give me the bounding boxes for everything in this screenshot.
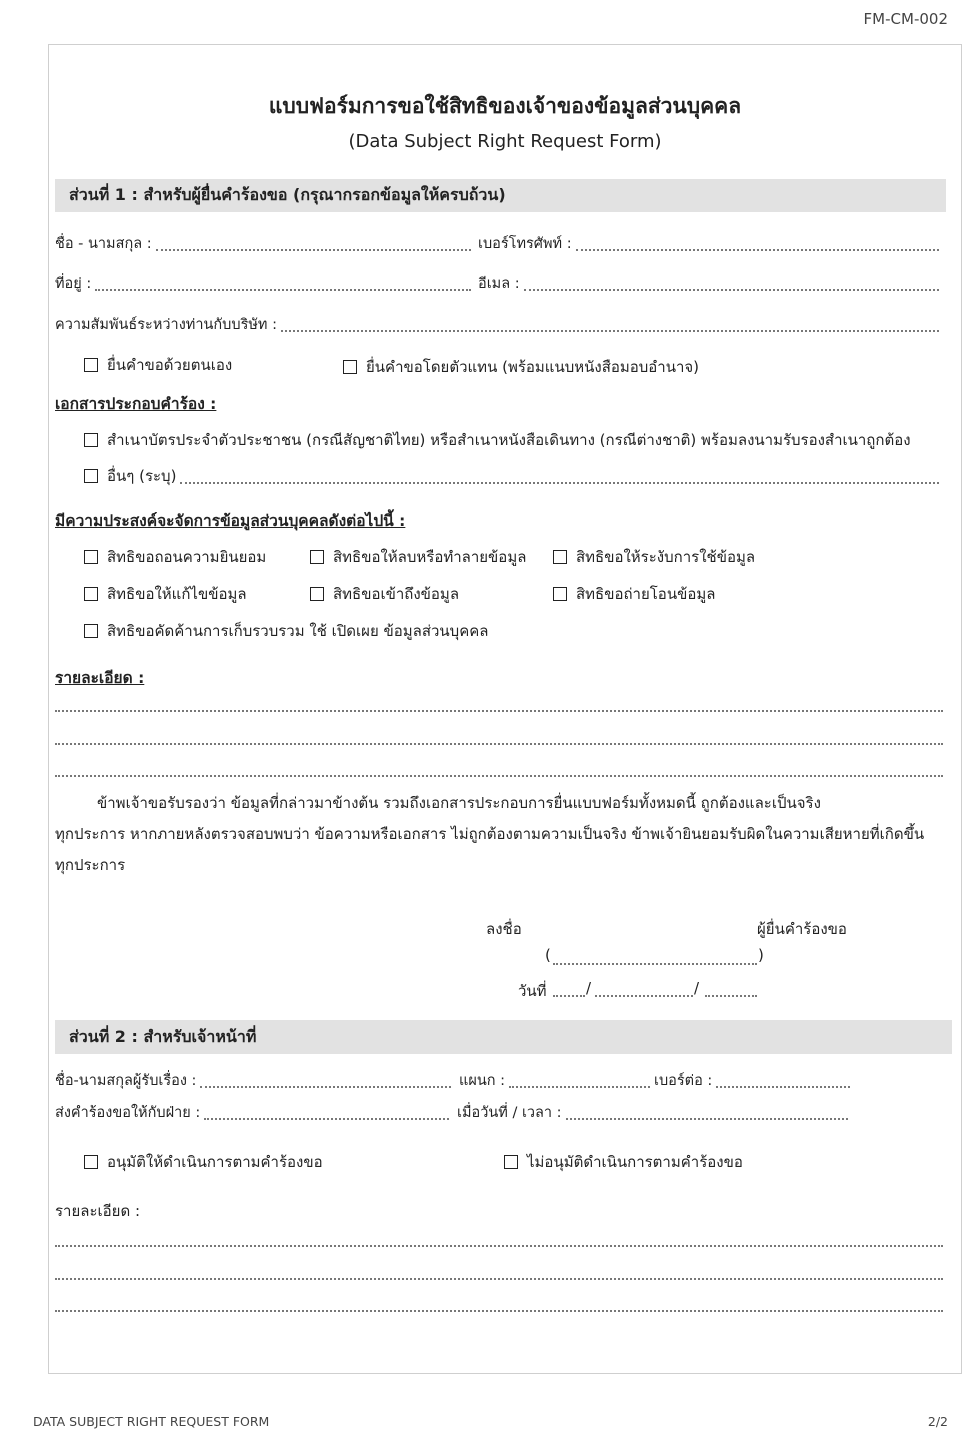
reject-checkbox[interactable] [504, 1150, 743, 1174]
address-field[interactable] [95, 289, 471, 291]
checkbox-icon [553, 587, 567, 601]
receiver-field[interactable] [200, 1086, 451, 1088]
forward-field[interactable] [204, 1118, 449, 1120]
ext-row [654, 1069, 854, 1092]
checkbox-icon [84, 469, 98, 483]
checkbox-icon [310, 550, 324, 564]
right-label: สิทธิขอเข้าถึงข้อมูล [333, 585, 460, 603]
address-label: ที่อยู่ : [55, 276, 92, 292]
datetime-field[interactable] [566, 1118, 848, 1120]
right-access-checkbox[interactable] [310, 582, 459, 606]
sign-label: ลงชื่อ [486, 920, 522, 938]
dept-label: แผนก : [459, 1073, 506, 1089]
declaration [55, 788, 948, 881]
checkbox-icon [504, 1155, 518, 1169]
footer-title: DATA SUBJECT RIGHT REQUEST FORM [33, 1414, 270, 1429]
phone-label: เบอร์โทรศัพท์ : [478, 236, 572, 252]
section1-header: ส่วนที่ 1 : สำหรับผู้ยื่นคำร้องขอ (กรุณากรอกข้อมูลให้ครบถ้วน) [55, 179, 946, 212]
purpose-heading: มีความประสงค์จะจัดการข้อมูลส่วนบุคคลดังต่อไปนี้ : [55, 512, 406, 530]
checkbox-icon [84, 587, 98, 601]
phone-field[interactable] [576, 249, 939, 251]
staff-details-label: รายละเอียด : [55, 1202, 141, 1220]
datetime-label: เมื่อวันที่ / เวลา : [457, 1105, 562, 1121]
relationship-label: ความสัมพันธ์ระหว่างท่านกับบริษัท : [55, 317, 277, 333]
page-number: 2/2 [927, 1414, 948, 1429]
form-title: แบบฟอร์มการขอใช้สิทธิของเจ้าของข้อมูลส่วนบุคคล [268, 94, 742, 118]
agent-request-label: ยื่นคำขอโดยตัวแทน (พร้อมแนบหนังสือมอบอำนาจ) [366, 358, 700, 376]
document-code: FM-CM-002 [863, 10, 948, 28]
right-portability-checkbox[interactable] [553, 582, 715, 606]
paren-open: ( [545, 946, 551, 964]
right-label: สิทธิขอให้แก้ไขข้อมูล [107, 585, 247, 603]
phone-row [478, 232, 943, 255]
date-label: วันที่ [518, 982, 547, 1000]
relationship-field[interactable] [281, 330, 939, 332]
right-object-checkbox[interactable] [84, 619, 488, 643]
agent-request-checkbox[interactable] [343, 355, 699, 379]
doc-id-label: สำเนาบัตรประจำตัวประชาชน (กรณีสัญชาติไทย) หรือสำเนาหนังสือเดินทาง (กรณีต่างชาติ) พร้อมลงนามรับรองสำเนาถูกต้อง [107, 431, 911, 449]
doc-id-checkbox[interactable] [84, 428, 911, 452]
checkbox-icon [553, 550, 567, 564]
checkbox-icon [84, 624, 98, 638]
dept-field[interactable] [509, 1086, 650, 1088]
name-label: ชื่อ - นามสกุล : [55, 236, 152, 252]
right-erasure-checkbox[interactable] [310, 545, 526, 569]
right-label: สิทธิขอถอนความยินยอม [107, 548, 267, 566]
self-request-label: ยื่นคำขอด้วยตนเอง [107, 356, 233, 374]
paren-close: ) [758, 946, 764, 964]
right-label: สิทธิขอให้ลบหรือทำลายข้อมูล [333, 548, 527, 566]
dept-row [459, 1069, 654, 1092]
requester-label: ผู้ยื่นคำร้องขอ [757, 920, 847, 938]
date-slash-1: / [586, 979, 592, 997]
right-label: สิทธิขอถ่ายโอนข้อมูล [576, 585, 716, 603]
details-heading: รายละเอียด : [55, 669, 145, 687]
right-rectify-checkbox[interactable] [84, 582, 247, 606]
date-slash-2: / [694, 979, 700, 997]
self-request-checkbox[interactable] [84, 353, 232, 377]
doc-other-field[interactable] [180, 482, 939, 484]
email-field[interactable] [524, 289, 939, 291]
reject-label: ไม่อนุมัติดำเนินการตามคำร้องขอ [527, 1153, 743, 1171]
forward-row [55, 1101, 453, 1124]
email-row [478, 272, 943, 295]
relationship-row [55, 313, 943, 336]
email-label: อีเมล : [478, 276, 520, 292]
forward-label: ส่งคำร้องขอให้กับฝ่าย : [55, 1105, 201, 1121]
checkbox-icon [310, 587, 324, 601]
datetime-row [457, 1101, 852, 1124]
approve-label: อนุมัติให้ดำเนินการตามคำร้องขอ [107, 1153, 323, 1171]
ext-label: เบอร์ต่อ : [654, 1073, 713, 1089]
date-day-field[interactable] [553, 995, 585, 997]
checkbox-icon [84, 433, 98, 447]
details-line-2[interactable] [55, 743, 943, 745]
declaration-line-1: ข้าพเจ้าขอรับรองว่า ข้อมูลที่กล่าวมาข้างต้น รวมถึงเอกสารประกอบการยื่นแบบฟอร์มทั้งหมดนี้ ถูกต้องและเป็นจริง [97, 794, 821, 812]
doc-other-label: อื่นๆ (ระบุ) [107, 467, 177, 485]
checkbox-icon [84, 358, 98, 372]
details-line-1[interactable] [55, 710, 943, 712]
documents-heading: เอกสารประกอบคำร้อง : [55, 395, 217, 413]
staff-details-line-1[interactable] [55, 1245, 943, 1247]
receiver-label: ชื่อ-นามสกุลผู้รับเรื่อง : [55, 1073, 197, 1089]
checkbox-icon [84, 1155, 98, 1169]
staff-details-line-3[interactable] [55, 1310, 943, 1312]
staff-details-line-2[interactable] [55, 1278, 943, 1280]
doc-other-checkbox[interactable] [84, 464, 176, 488]
details-line-3[interactable] [55, 775, 943, 777]
name-field[interactable] [156, 249, 471, 251]
form-subtitle: (Data Subject Right Request Form) [348, 131, 662, 152]
right-label: สิทธิขอให้ระงับการใช้ข้อมูล [576, 548, 756, 566]
right-withdraw-consent-checkbox[interactable] [84, 545, 266, 569]
receiver-row [55, 1069, 455, 1092]
address-row [55, 272, 475, 295]
right-restrict-checkbox[interactable] [553, 545, 755, 569]
date-month-field[interactable] [595, 995, 693, 997]
section2-header: ส่วนที่ 2 : สำหรับเจ้าหน้าที่ [55, 1020, 952, 1054]
name-row [55, 232, 475, 255]
declaration-line-2: ทุกประการ หากภายหลังตรวจสอบพบว่า ข้อความหรือเอกสาร ไม่ถูกต้องตามความเป็นจริง ข้าพเจ้ายินยอมรับผิดในความเสียหายที่เกิดขึ้น [55, 825, 925, 843]
approve-checkbox[interactable] [84, 1150, 323, 1174]
right-label: สิทธิขอคัดค้านการเก็บรวบรวม ใช้ เปิดเผย ข้อมูลส่วนบุคคล [107, 622, 489, 640]
ext-field[interactable] [716, 1086, 850, 1088]
doc-other-row [84, 464, 943, 488]
declaration-line-3: ทุกประการ [55, 856, 126, 874]
printed-name-field[interactable] [553, 963, 757, 965]
checkbox-icon [84, 550, 98, 564]
date-year-field[interactable] [705, 995, 757, 997]
checkbox-icon [343, 360, 357, 374]
